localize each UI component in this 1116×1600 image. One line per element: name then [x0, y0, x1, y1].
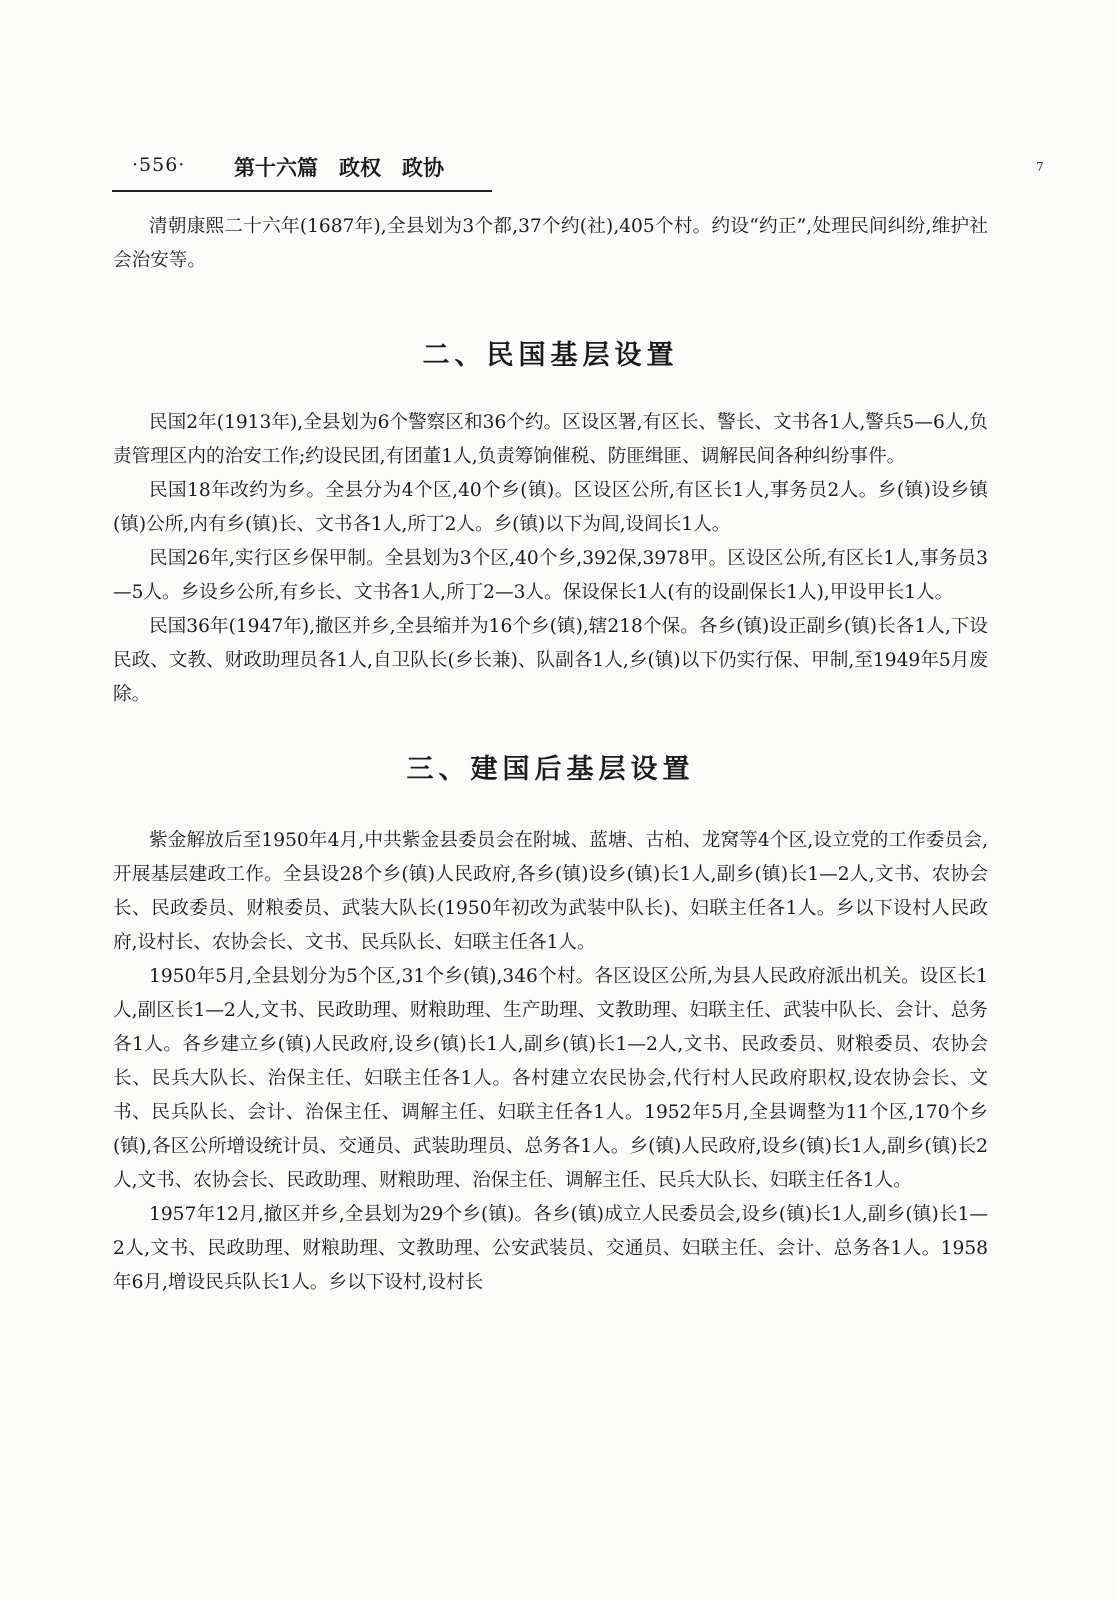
page-number: ·556· [132, 154, 186, 176]
paragraph: 民国26年,实行区乡保甲制。全县划为3个区,40个乡,392保,3978甲。区设区公所,有区长1人,事务员3—5人。乡设乡公所,有乡长、文书各1人,所丁2—3人。保设保长1人(有的设副保长1人),甲设甲长1人。 [113, 548, 988, 603]
intro-paragraph: 清朝康熙二十六年(1687年),全县划为3个都,37个约(社),405个村。约设“约正”,处理民间纠纷,维护社会治安等。 [113, 216, 988, 271]
section-title: 第十六篇 政权 政协 [234, 156, 444, 180]
paragraph: 民国36年(1947年),撤区并乡,全县缩并为16个乡(镇),辖218个保。各乡(镇)设正副乡(镇)长各1人,下设民政、文教、财政助理员各1人,自卫队长(乡长兼)、队副各1人,乡(镇)以下仍实行保、甲制,至1949年5月废除。 [113, 616, 988, 705]
heading-prc-grassroots: 三、建国后基层设置 [406, 754, 695, 785]
paragraph: 民国2年(1913年),全县划为6个警察区和36个约。区设区署,有区长、警长、文书各1人,警兵5—6人,负责管理区内的治安工作;约设民团,有团董1人,负责筹饷催税、防匪缉匪、调解民间各种纠纷事件。 [113, 412, 988, 467]
paragraph: 民国18年改约为乡。全县分为4个区,40个乡(镇)。区设区公所,有区长1人,事务员2人。乡(镇)设乡镇(镇)公所,内有乡(镇)长、文书各1人,所丁2人。乡(镇)以下为闾,设闾长1人。 [113, 480, 988, 535]
paragraph: 1950年5月,全县划分为5个区,31个乡(镇),346个村。各区设区公所,为县人民政府派出机关。设区长1人,副区长1—2人,文书、民政助理、财粮助理、生产助理、文教助理、妇联主任、武装中队长、会计、总务各1人。各乡建立乡(镇)人民政府,设乡(镇)长1人,副乡(镇)长1—2人,文书、民政委员、财粮委员、农协会长、民兵大队长、治保主任、妇联主任各1人。各村建立农民协会,代行村人民政府职权,设农协会长、文书、民兵队长、会计、治保主任、调解主任、妇联主任各1人。1952年5月,全县调整为11个区,170个乡(镇),各区公所增设统计员、交通员、武装助理员、总务各1人。乡(镇)人民政府,设乡(镇)长1人,副乡(镇)长2人,文书、农协会长、民政助理、财粮助理、治保主任、调解主任、民兵大队长、妇联主任各1人。 [113, 966, 988, 1191]
page-body [113, 210, 988, 1300]
edge-mark: 7 [1036, 160, 1044, 174]
heading-republic-grassroots: 二、民国基层设置 [422, 340, 679, 371]
running-header [112, 150, 492, 192]
paragraph: 1957年12月,撤区并乡,全县划为29个乡(镇)。各乡(镇)成立人民委员会,设乡(镇)长1人,副乡(镇)长1—2人,文书、民政助理、财粮助理、文教助理、公安武装员、交通员、妇联主任、会计、总务各1人。1958年6月,增设民兵队长1人。乡以下设村,设村长 [113, 1204, 988, 1293]
paragraph: 紫金解放后至1950年4月,中共紫金县委员会在附城、蓝塘、古柏、龙窝等4个区,设立党的工作委员会,开展基层建政工作。全县设28个乡(镇)人民政府,各乡(镇)设乡(镇)长1人,副乡(镇)长1—2人,文书、农协会长、民政委员、财粮委员、武装大队长(1950年初改为武装中队长)、妇联主任各1人。乡以下设村人民政府,设村长、农协会长、文书、民兵队长、妇联主任各1人。 [113, 830, 988, 953]
